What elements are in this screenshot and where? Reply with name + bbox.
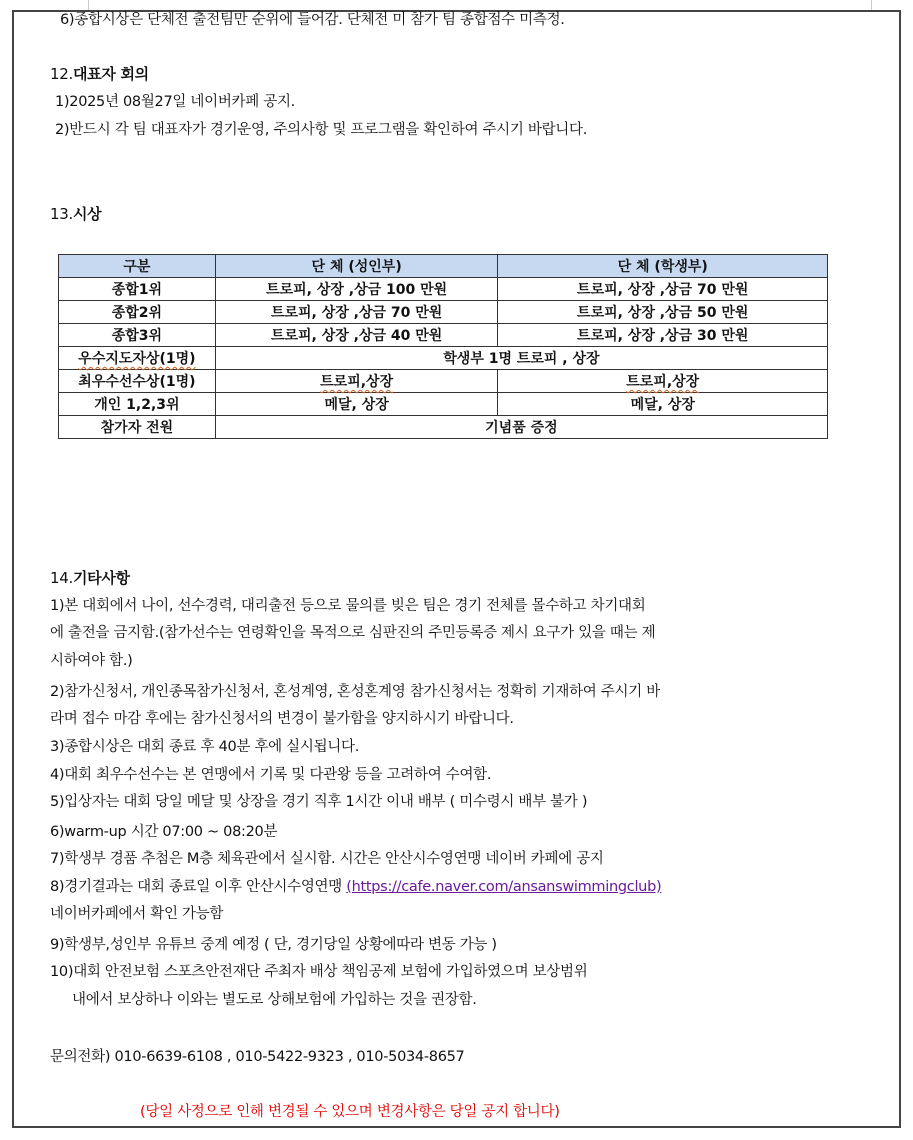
cell: 메달, 상장 bbox=[498, 393, 828, 416]
table-row bbox=[59, 347, 828, 370]
contact-phones: 문의전화) 010-6639-6108 , 010-5422-9323 , 010-5034-8657 bbox=[50, 1049, 465, 1065]
section-14-heading bbox=[50, 567, 130, 588]
cell bbox=[215, 370, 498, 393]
s14-line: 3)종합시상은 대회 종료 후 40분 후에 실시됩니다. bbox=[50, 739, 360, 755]
s12-line: 1)2025년 08월27일 네이버카페 공지. bbox=[55, 94, 295, 110]
table-row bbox=[59, 393, 828, 416]
s14-line: 2)참가신청서, 개인종목참가신청서, 혼성계영, 혼성혼계영 참가신청서는 정확히 기재하여 주시기 바 bbox=[50, 684, 660, 700]
section-13-heading bbox=[50, 203, 101, 224]
cell: 트로피, 상장 ,상금 50 만원 bbox=[498, 301, 828, 324]
s14-line: 9)학생부,성인부 유튜브 중계 예정 ( 단, 경기당일 상황에따라 변동 가능 ) bbox=[50, 937, 497, 953]
section-title: 대표자 회의 bbox=[72, 65, 149, 83]
header-cell: 단 체 (성인부) bbox=[215, 255, 498, 278]
s14-line: 7)학생부 경품 추첨은 M층 체육관에서 실시함. 시간은 안산시수영연맹 네이버 카페에 공지 bbox=[50, 851, 604, 867]
s14-line: 5)입상자는 대회 당일 메달 및 상장을 경기 직후 1시간 이내 배부 ( 미수령시 배부 불가 ) bbox=[50, 794, 588, 810]
s14-line: 시하여야 함.) bbox=[50, 653, 133, 669]
cell: 트로피, 상장 ,상금 40 만원 bbox=[215, 324, 498, 347]
cell: 학생부 1명 트로피 , 상장 bbox=[215, 347, 827, 370]
cell: 종합3위 bbox=[59, 324, 216, 347]
section-number: 14. bbox=[50, 569, 73, 587]
header-cell: 단 체 (학생부) bbox=[498, 255, 828, 278]
cell: 최우수선수상(1명) bbox=[59, 370, 216, 393]
section-number: 13. bbox=[50, 205, 73, 223]
s14-line: 1)본 대회에서 나이, 선수경력, 대리출전 등으로 물의를 빚은 팀은 경기 전체를 몰수하고 차기대회 bbox=[50, 598, 646, 614]
table-row bbox=[59, 370, 828, 393]
cell bbox=[498, 370, 828, 393]
s14-line bbox=[50, 875, 661, 896]
awards-table bbox=[58, 254, 828, 439]
line-text: 8)경기결과는 대회 종료일 이후 안산시수영연맹 bbox=[50, 879, 347, 895]
table-header-row bbox=[59, 255, 828, 278]
section-title: 기타사항 bbox=[72, 569, 130, 587]
s14-line: 라며 접수 마감 후에는 참가신청서의 변경이 불가함을 양지하시기 바랍니다. bbox=[50, 711, 514, 727]
table-row bbox=[59, 301, 828, 324]
s14-line: 에 출전을 금지함.(참가선수는 연령확인을 목적으로 심판진의 주민등록증 제시 요구가 있을 때는 제 bbox=[50, 625, 656, 641]
s14-line: 내에서 보상하나 이와는 별도로 상해보험에 가입하는 것을 권장함. bbox=[72, 992, 477, 1008]
table-row bbox=[59, 416, 828, 439]
cell: 트로피, 상장 ,상금 100 만원 bbox=[215, 278, 498, 301]
cell: 참가자 전원 bbox=[59, 416, 216, 439]
cell: 개인 1,2,3위 bbox=[59, 393, 216, 416]
s14-line: 네이버카페에서 확인 가능함 bbox=[50, 906, 224, 922]
header-cell: 구분 bbox=[59, 255, 216, 278]
cell: 메달, 상장 bbox=[215, 393, 498, 416]
cell: 우수지도자상(1명) bbox=[59, 347, 216, 370]
s14-line: 6)warm-up 시간 07:00 ~ 08:20분 bbox=[50, 824, 278, 840]
cell-text: 트로피,상장 bbox=[626, 374, 700, 390]
prev-section-line: 6)종합시상은 단체전 출전팀만 순위에 들어감. 단체전 미 참가 팀 종합점수 미측정. bbox=[60, 12, 565, 28]
s14-line: 10)대회 안전보험 스포츠안전재단 주최자 배상 책임공제 보험에 가입하였으며 보상범위 bbox=[50, 964, 588, 980]
cell: 종합1위 bbox=[59, 278, 216, 301]
naver-cafe-link[interactable]: (https://cafe.naver.com/ansanswimmingclub) bbox=[346, 879, 662, 895]
s14-line: 4)대회 최우수선수는 본 연맹에서 기록 및 다관왕 등을 고려하여 수여함. bbox=[50, 767, 492, 783]
section-title: 시상 bbox=[72, 205, 102, 223]
cell-text: 트로피,상장 bbox=[320, 374, 394, 390]
table-row bbox=[59, 324, 828, 347]
table-row bbox=[59, 278, 828, 301]
s12-line: 2)반드시 각 팀 대표자가 경기운영, 주의사항 및 프로그램을 확인하여 주시기 바랍니다. bbox=[55, 122, 588, 138]
cell: 기념품 증정 bbox=[215, 416, 827, 439]
section-number: 12. bbox=[50, 65, 73, 83]
cell: 트로피, 상장 ,상금 70 만원 bbox=[498, 278, 828, 301]
cell: 트로피, 상장 ,상금 30 만원 bbox=[498, 324, 828, 347]
section-12-heading bbox=[50, 63, 149, 84]
cell: 종합2위 bbox=[59, 301, 216, 324]
change-notice: (당일 사정으로 인해 변경될 수 있으며 변경사항은 당일 공지 합니다) bbox=[140, 1104, 560, 1120]
cell: 트로피, 상장 ,상금 70 만원 bbox=[215, 301, 498, 324]
